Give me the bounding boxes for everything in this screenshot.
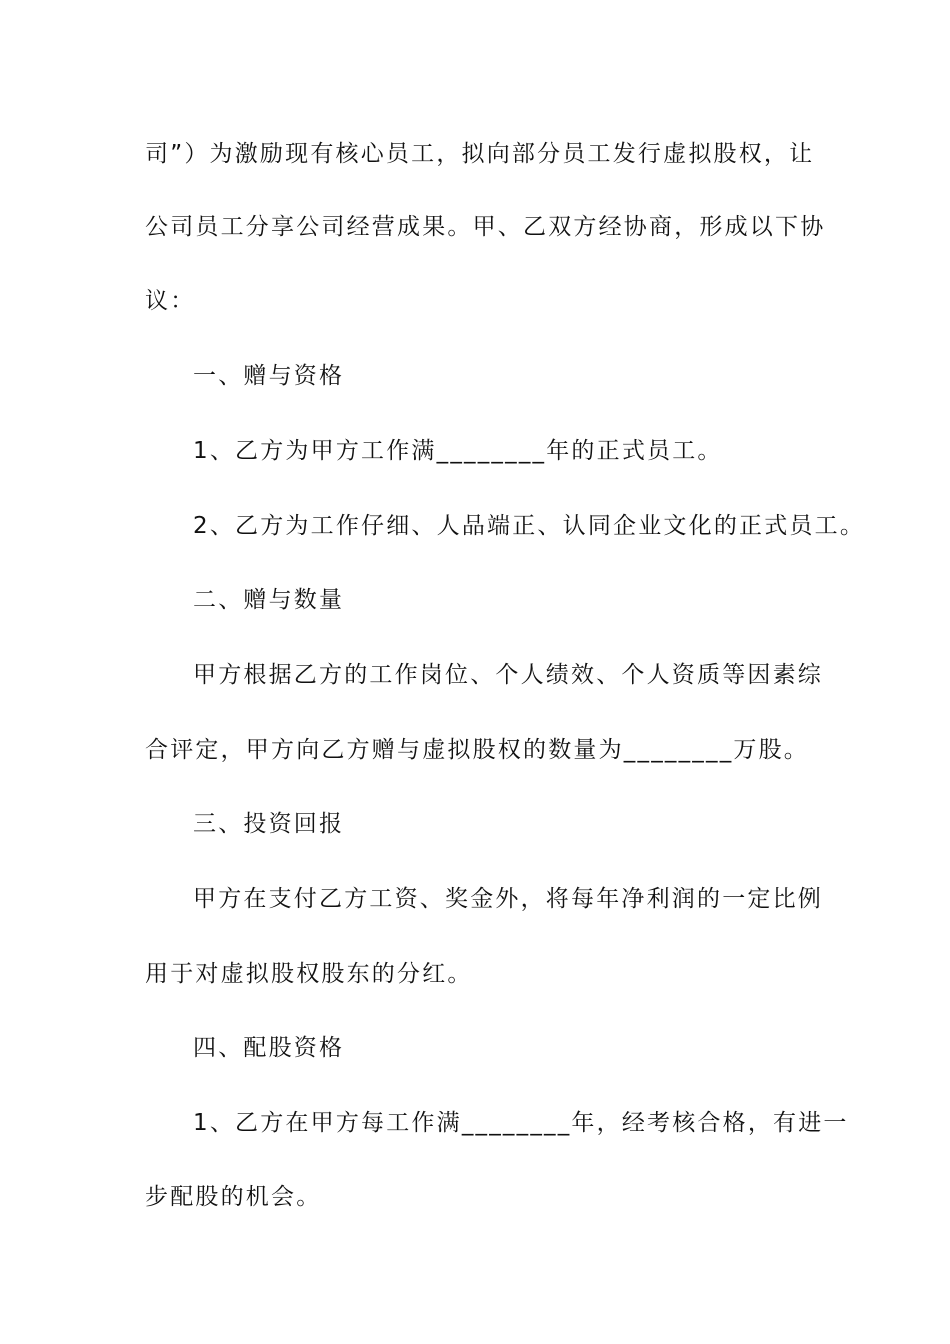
- section-heading-gift-quantity: 二、赠与数量: [193, 587, 345, 613]
- clause-gift-eligibility-2: 2、乙方为工作仔细、人品端正、认同企业文化的正式员工。: [193, 513, 866, 539]
- section-heading-share-allotment: 四、配股资格: [193, 1035, 345, 1061]
- clause-share-allotment-1-line-2: 步配股的机会。: [145, 1184, 322, 1210]
- paragraph-investment-return-line-1: 甲方在支付乙方工资、奖金外，将每年净利润的一定比例: [193, 886, 823, 912]
- paragraph-gift-quantity-line-1: 甲方根据乙方的工作岗位、个人绩效、个人资质等因素综: [193, 662, 823, 688]
- paragraph-investment-return-line-2: 用于对虚拟股权股东的分红。: [145, 961, 473, 987]
- clause-share-allotment-1-line-1: 1、乙方在甲方每工作满________年，经考核合格，有进一: [193, 1110, 849, 1136]
- paragraph-intro-line-3: 议：: [145, 288, 196, 314]
- paragraph-intro-line-1: 司”）为激励现有核心员工，拟向部分员工发行虚拟股权，让: [145, 141, 815, 167]
- section-heading-gift-eligibility: 一、赠与资格: [193, 363, 345, 389]
- section-heading-investment-return: 三、投资回报: [193, 811, 345, 837]
- clause-gift-eligibility-1: 1、乙方为甲方工作满________年的正式员工。: [193, 438, 723, 464]
- paragraph-intro-line-2: 公司员工分享公司经营成果。甲、乙双方经协商，形成以下协: [145, 214, 826, 240]
- paragraph-gift-quantity-line-2: 合评定，甲方向乙方赠与虚拟股权的数量为________万股。: [145, 737, 809, 763]
